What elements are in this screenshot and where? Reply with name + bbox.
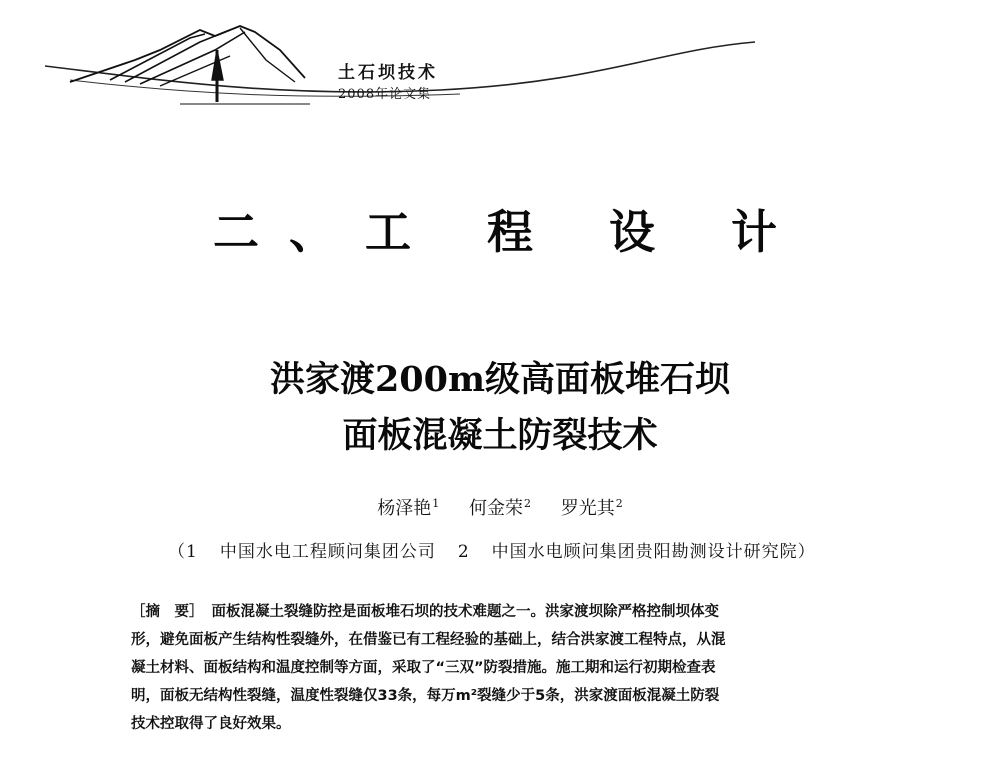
header-banner xyxy=(40,20,760,110)
abstract-line: ［摘 要］ 面板混凝土裂缝防控是面板堆石坝的技术难题之一。洪家渡坝除严格控制坝体变 xyxy=(131,604,719,620)
abstract-line: 明，面板无结构性裂缝，温度性裂缝仅33条，每万m²裂缝少于5条，洪家渡面板混凝土防裂 xyxy=(131,688,720,704)
author-list xyxy=(0,494,1000,520)
abstract-line: 凝土材料、面板结构和温度控制等方面，采取了“三双”防裂措施。施工期和运行初期检查表 xyxy=(131,660,716,676)
affiliation-open: （1 xyxy=(168,542,198,562)
section-heading: 二、工 程 设 计 xyxy=(212,205,808,259)
paper-title-line-1: 洪家渡200m级高面板堆石坝 xyxy=(269,359,731,400)
affiliations xyxy=(168,537,888,562)
book-subtitle: 2008年论文集 xyxy=(338,87,432,102)
affiliation-2: 中国水电顾问集团贵阳勘测设计研究院） xyxy=(491,542,816,562)
abstract xyxy=(131,598,871,738)
author: 何金荣$^2$ xyxy=(469,497,531,519)
book-title: 土石坝技术 xyxy=(338,63,438,83)
affiliation-2-number: 2 xyxy=(457,542,470,562)
author: 罗光其$^2$ xyxy=(560,497,623,519)
affiliation-1: 中国水电工程顾问集团公司 xyxy=(219,542,436,562)
abstract-line: 技术控取得了良好效果。 xyxy=(131,716,291,732)
abstract-label: ［摘 要］ xyxy=(131,604,204,620)
abstract-line: 形，避免面板产生结构性裂缝外，在借鉴已有工程经验的基础上，结合洪家渡工程特点，从混 xyxy=(131,632,726,648)
paper-title-line-2: 面板混凝土防裂技术 xyxy=(342,415,658,456)
author: 杨泽艳$^1$ xyxy=(377,497,440,519)
